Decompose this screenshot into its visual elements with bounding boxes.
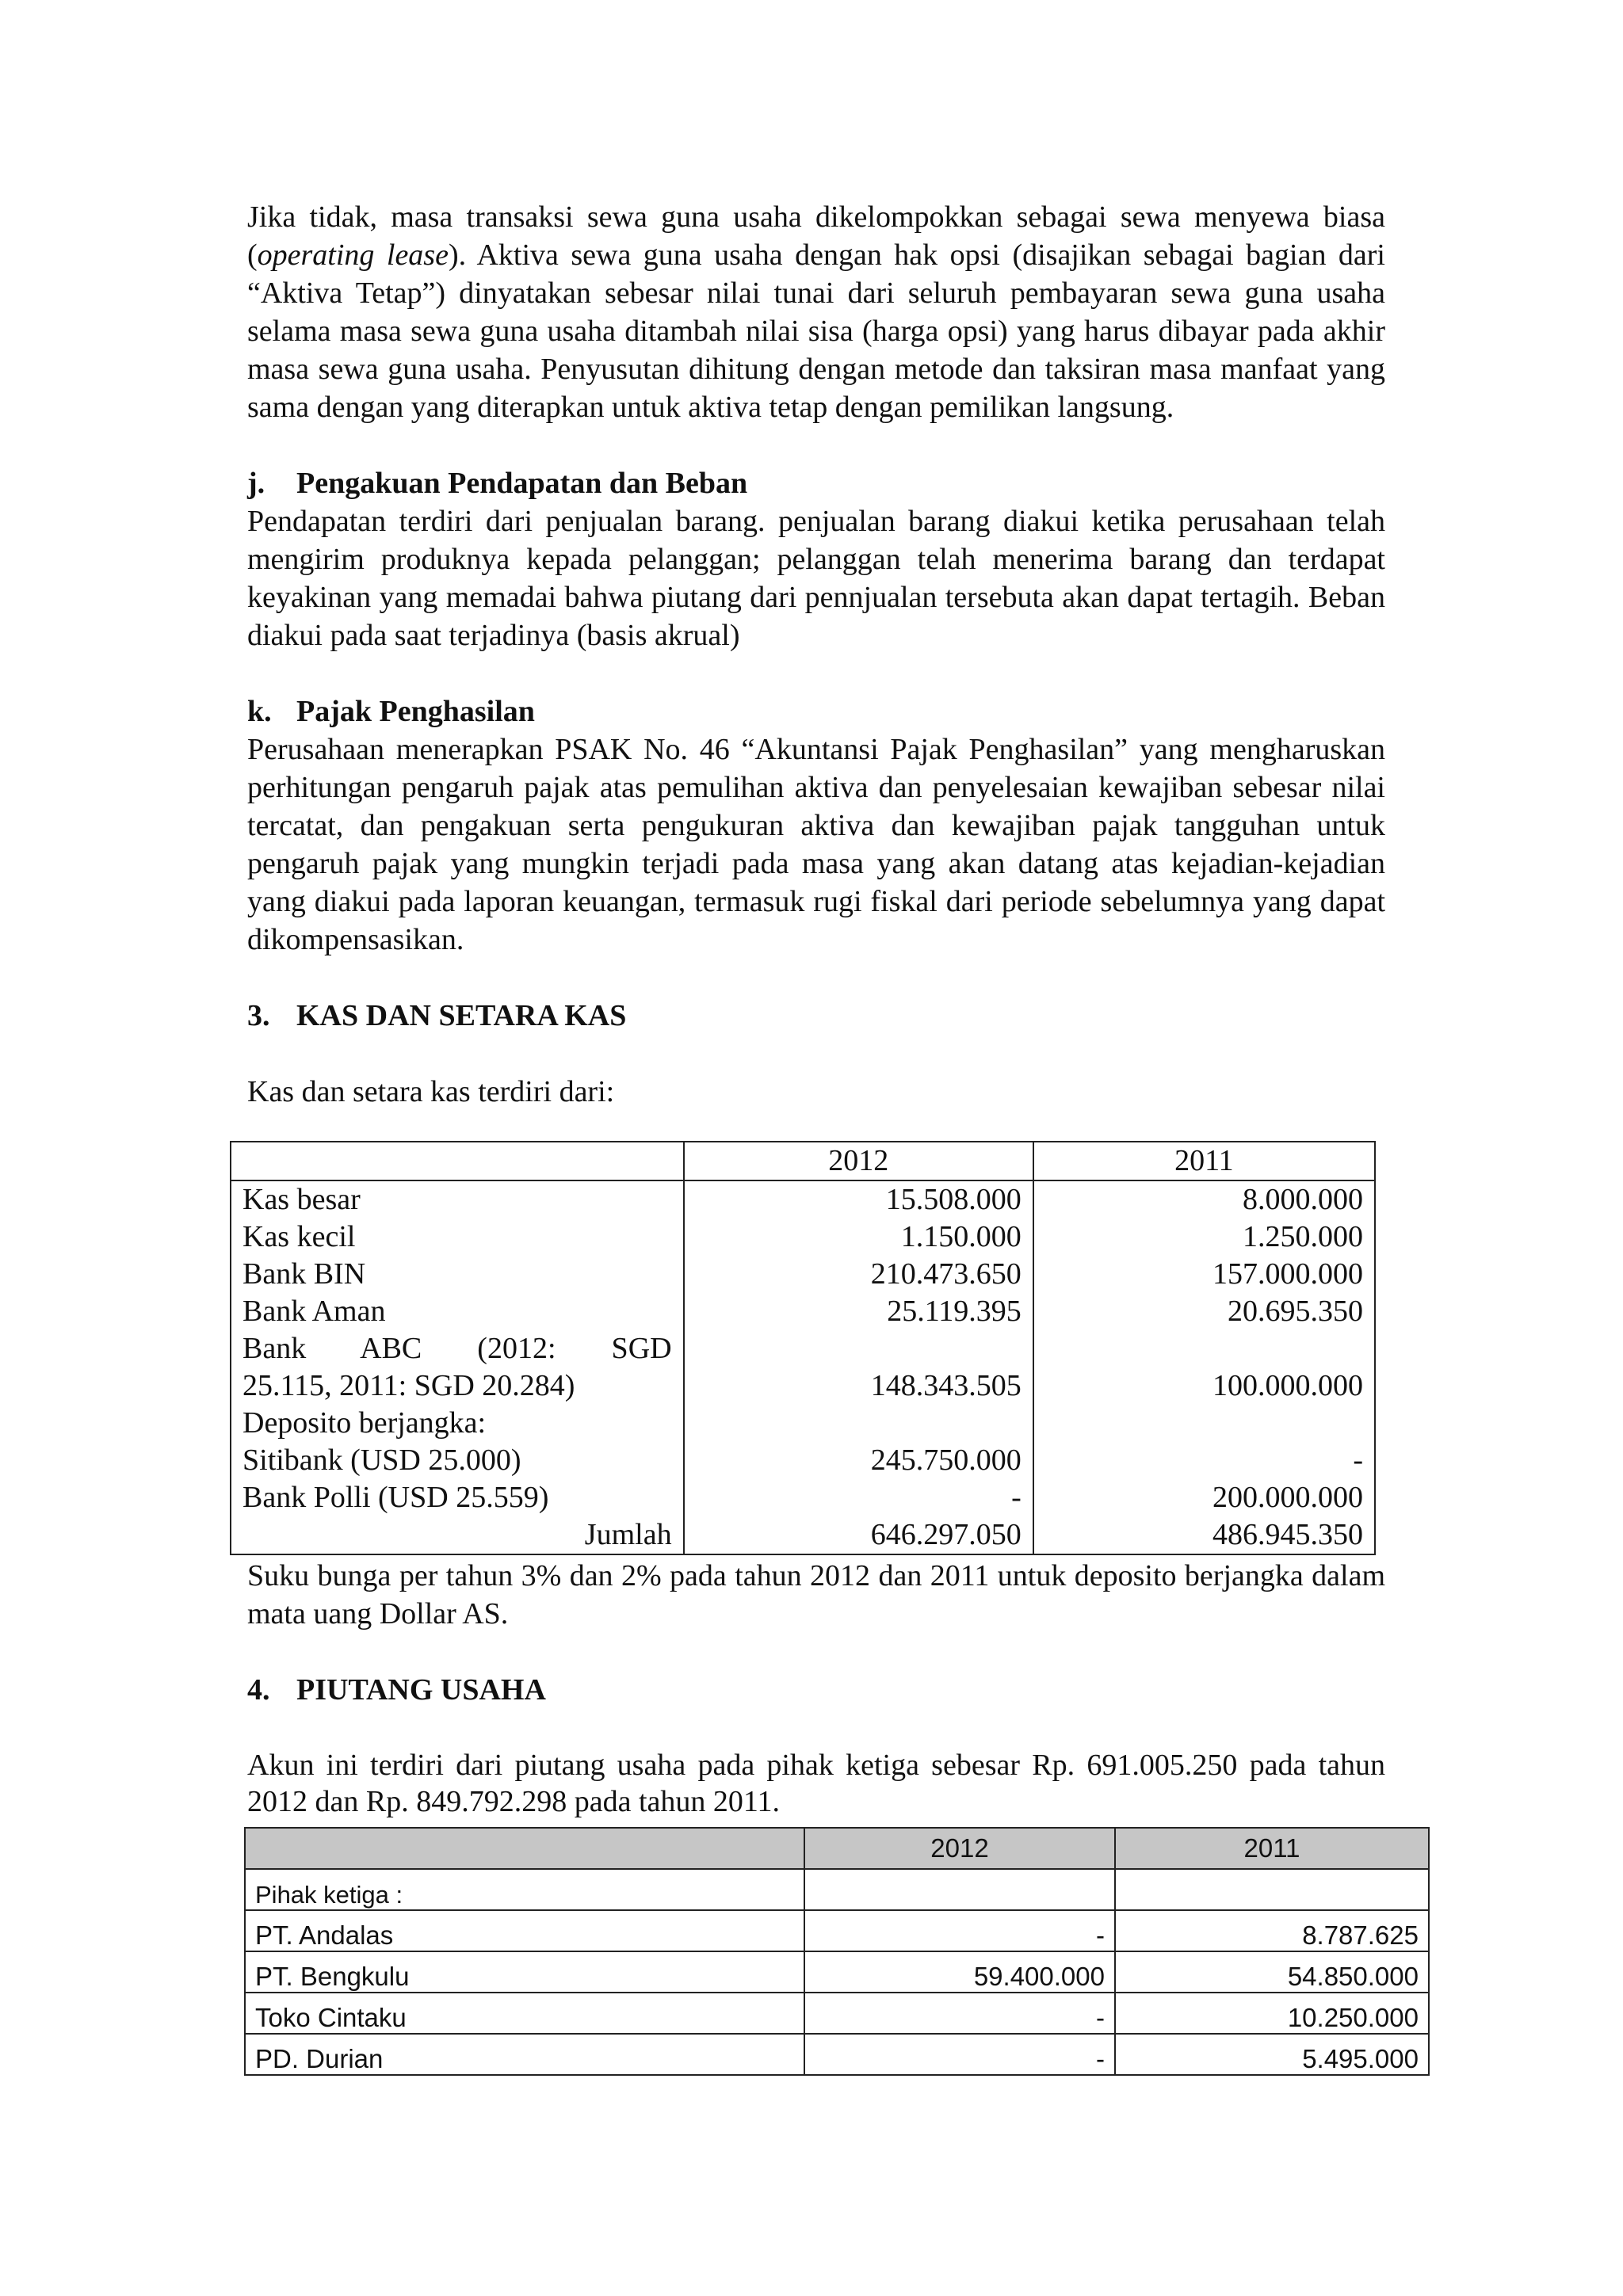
piutang-row-2012: - xyxy=(804,1910,1115,1951)
kas-table-header xyxy=(231,1142,1375,1180)
piutang-header-2011: 2011 xyxy=(1115,1828,1429,1869)
kas-total-row xyxy=(231,1516,1375,1554)
kas-row-2011 xyxy=(1033,1330,1375,1367)
piutang-group-2012 xyxy=(804,1869,1115,1910)
section-4-title: PIUTANG USAHA xyxy=(296,1673,546,1707)
intro-paragraph xyxy=(247,198,1385,426)
section-k-title: Pajak Penghasilan xyxy=(296,695,535,728)
kas-row-2011: 200.000.000 xyxy=(1033,1479,1375,1516)
kas-row-2011: 100.000.000 xyxy=(1033,1367,1375,1405)
kas-header-2012: 2012 xyxy=(684,1142,1033,1180)
kas-row xyxy=(231,1256,1375,1293)
kas-row-label: Bank ABC (2012: SGD xyxy=(231,1330,684,1367)
piutang-group-label: Pihak ketiga : xyxy=(245,1869,804,1910)
intro-italic-term: operating lease xyxy=(257,238,449,272)
kas-row-label: Sitibank (USD 25.000) xyxy=(231,1442,684,1479)
kas-row-2012: 15.508.000 xyxy=(684,1180,1033,1219)
kas-table xyxy=(230,1141,1376,1555)
piutang-row-2011: 5.495.000 xyxy=(1115,2034,1429,2075)
kas-row-2012: - xyxy=(684,1479,1033,1516)
kas-row-label: Bank Polli (USD 25.559) xyxy=(231,1479,684,1516)
piutang-row-2011: 8.787.625 xyxy=(1115,1910,1429,1951)
section-j-title: Pengakuan Pendapatan dan Beban xyxy=(296,467,748,500)
piutang-row-label: Toko Cintaku xyxy=(245,1993,804,2034)
section-k-heading xyxy=(247,692,1385,730)
piutang-header-blank xyxy=(245,1828,804,1869)
piutang-row-2011: 10.250.000 xyxy=(1115,1993,1429,2034)
piutang-row-2012: 59.400.000 xyxy=(804,1951,1115,1993)
piutang-row-2012: - xyxy=(804,1993,1115,2034)
section-3-note: Suku bunga per tahun 3% dan 2% pada tahun 2012 dan 2011 untuk deposito berjangka dalam mata uang Dollar AS. xyxy=(247,1559,1385,1630)
kas-row-2011 xyxy=(1033,1405,1375,1442)
kas-row xyxy=(231,1219,1375,1256)
kas-row xyxy=(231,1180,1375,1219)
piutang-row xyxy=(245,2034,1429,2075)
kas-row-2012: 1.150.000 xyxy=(684,1219,1033,1256)
kas-table-body xyxy=(231,1180,1375,1516)
kas-row-label: Deposito berjangka: xyxy=(231,1405,684,1442)
kas-total-label: Jumlah xyxy=(231,1516,684,1554)
piutang-row-2011: 54.850.000 xyxy=(1115,1951,1429,1993)
kas-row xyxy=(231,1293,1375,1330)
piutang-table-body xyxy=(245,1910,1429,2075)
kas-total-2011: 486.945.350 xyxy=(1033,1516,1375,1554)
section-j-number: j. xyxy=(247,467,265,500)
kas-row-label: 25.115, 2011: SGD 20.284) xyxy=(231,1367,684,1405)
piutang-row-2012: - xyxy=(804,2034,1115,2075)
section-4-number: 4. xyxy=(247,1673,270,1707)
section-k-body: Perusahaan menerapkan PSAK No. 46 “Akuntansi Pajak Penghasilan” yang mengharuskan perhitungan pengaruh pajak atas pemulihan aktiva dan penyelesaian kewajiban sebesar nilai tercatat, dan pengakuan serta pengukuran aktiva dan kewajiban pajak tangguhan untuk pengaruh pajak yang mungkin terjadi pada masa yang akan datang atas kejadian-kejadian yang diakui pada laporan keuangan, termasuk rugi fiskal dari periode sebelumnya yang dapat dikompensasikan. xyxy=(247,733,1385,956)
kas-row-label: Kas kecil xyxy=(231,1219,684,1256)
document-page xyxy=(247,198,1385,1111)
kas-row-2011: 1.250.000 xyxy=(1033,1219,1375,1256)
piutang-row xyxy=(245,1993,1429,2034)
piutang-row xyxy=(245,1951,1429,1993)
kas-row-2011: - xyxy=(1033,1442,1375,1479)
intro-text-end: ). Aktiva sewa guna usaha dengan hak opsi (disajikan sebagai bagian dari “Aktiva Tetap”) dinyatakan sebesar nilai tunai dari seluruh pembayaran sewa guna usaha selama masa sewa guna usaha ditambah nilai sisa (harga opsi) yang harus dibayar pada akhir masa sewa guna usaha. Penyusutan dihitung dengan metode dan taksiran masa manfaat yang sama dengan yang diterapkan untuk aktiva tetap dengan pemilikan langsung. xyxy=(247,238,1385,424)
kas-row-2012: 148.343.505 xyxy=(684,1367,1033,1405)
section-3-title: KAS DAN SETARA KAS xyxy=(296,999,627,1032)
piutang-header-2012: 2012 xyxy=(804,1828,1115,1869)
section-3-heading xyxy=(247,997,1385,1035)
section-j-body: Pendapatan terdiri dari penjualan barang. penjualan barang diakui ketika perusahaan telah mengirim produknya kepada pelanggan; pelanggan telah menerima barang dan terdapat keyakinan yang memadai bahwa piutang dari pennjualan tersebuta akan dapat tertagih. Beban diakui pada saat terjadinya (basis akrual) xyxy=(247,505,1385,652)
kas-total-2012: 646.297.050 xyxy=(684,1516,1033,1554)
kas-header-2011: 2011 xyxy=(1033,1142,1375,1180)
kas-row-2012: 210.473.650 xyxy=(684,1256,1033,1293)
piutang-table-header xyxy=(245,1828,1429,1869)
kas-row xyxy=(231,1479,1375,1516)
kas-row-label: Bank Aman xyxy=(231,1293,684,1330)
section-j-heading xyxy=(247,464,1385,502)
section-4-intro: Akun ini terdiri dari piutang usaha pada pihak ketiga sebesar Rp. 691.005.250 pada tahun 2012 dan Rp. 849.792.298 pada tahun 2011. xyxy=(247,1749,1385,1818)
section-3-intro: Kas dan setara kas terdiri dari: xyxy=(247,1075,615,1108)
kas-row-2011: 20.695.350 xyxy=(1033,1293,1375,1330)
piutang-row-label: PD. Durian xyxy=(245,2034,804,2075)
kas-row-2011: 8.000.000 xyxy=(1033,1180,1375,1219)
section-4-heading xyxy=(247,1671,1385,1709)
kas-row-2012: 25.119.395 xyxy=(684,1293,1033,1330)
section-3-number: 3. xyxy=(247,999,270,1032)
section-3-note-block xyxy=(247,1557,1385,1820)
piutang-row-label: PT. Andalas xyxy=(245,1910,804,1951)
intro-text-start: Jika tidak, masa transaksi sewa guna usaha dikelompokkan sebagai sewa menyewa biasa ( xyxy=(247,200,1385,272)
piutang-row xyxy=(245,1910,1429,1951)
kas-row xyxy=(231,1330,1375,1367)
piutang-row-label: PT. Bengkulu xyxy=(245,1951,804,1993)
kas-row xyxy=(231,1442,1375,1479)
kas-row xyxy=(231,1405,1375,1442)
kas-header-blank xyxy=(231,1142,684,1180)
piutang-group-row xyxy=(245,1869,1429,1910)
kas-row-2012 xyxy=(684,1405,1033,1442)
kas-row-2012 xyxy=(684,1330,1033,1367)
piutang-table xyxy=(244,1827,1430,2076)
piutang-group-2011 xyxy=(1115,1869,1429,1910)
kas-row-2011: 157.000.000 xyxy=(1033,1256,1375,1293)
kas-row-2012: 245.750.000 xyxy=(684,1442,1033,1479)
kas-row-label: Kas besar xyxy=(231,1180,684,1219)
kas-row-label: Bank BIN xyxy=(231,1256,684,1293)
kas-row xyxy=(231,1367,1375,1405)
section-k-number: k. xyxy=(247,695,272,728)
